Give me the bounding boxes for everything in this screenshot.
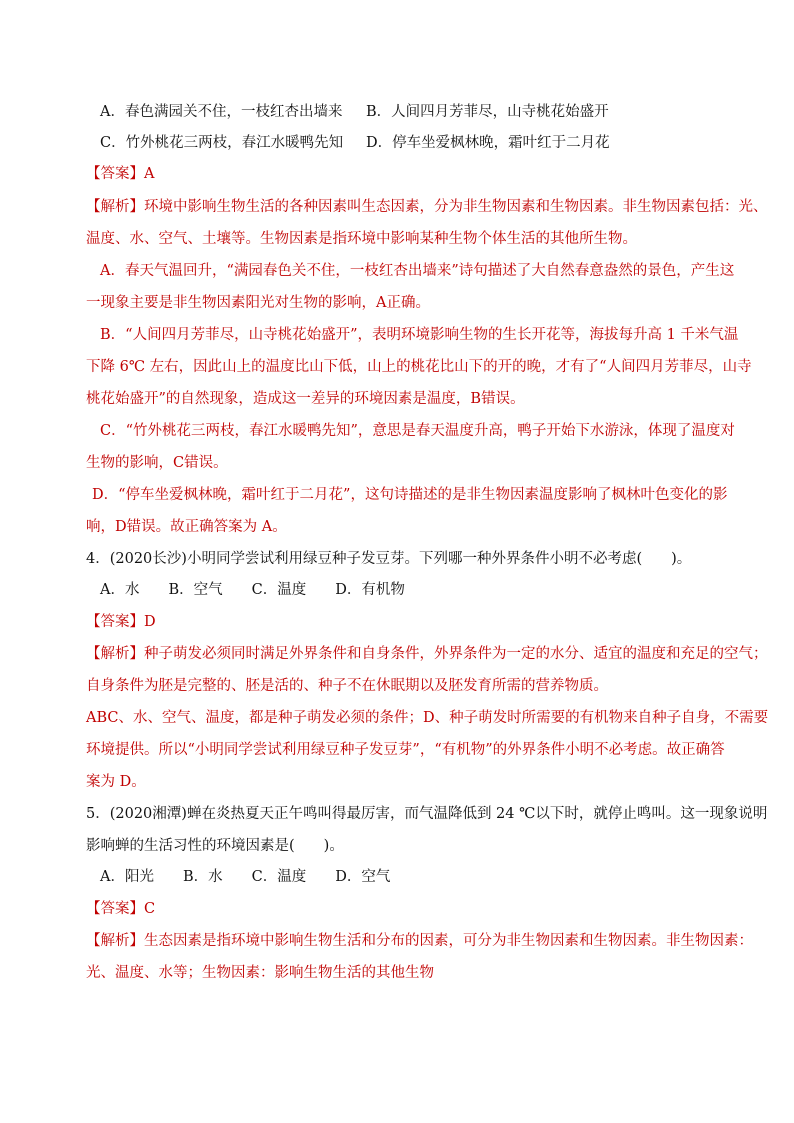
q4-stem: 4．(2020长沙)小明同学尝试利用绿豆种子发豆芽。下列哪一种外界条件小明不必考虑( )。 (86, 551, 692, 567)
q3-analysis-line: 响，D错误。故正确答案为 A。 (86, 519, 287, 535)
answer-value: A (144, 166, 155, 182)
q3-analysis-line: 生物的影响，C错误。 (86, 455, 228, 471)
q3-analysis-line: C．“竹外桃花三两枝，春江水暖鸭先知”，意思是春天温度升高，鸭子开始下水游泳，体现了温度对 (100, 423, 735, 439)
q4-analysis-line: 环境提供。所以“小明同学尝试利用绿豆种子发豆芽”，“有机物”的外界条件小明不必考虑。故正确答 (86, 742, 725, 758)
q5-analysis-line: 【解析】生态因素是指环境中影响生物生活和分布的因素，可分为非生物因素和生物因素。非生物因素： (86, 933, 753, 949)
answer-value: D (144, 614, 156, 630)
q3-analysis-line: 桃花始盛开”的自然现象，造成这一差异的环境因素是温度，B错误。 (86, 391, 525, 407)
q3-analysis-line: 温度、水、空气、土壤等。生物因素是指环境中影响某种生物个体生活的其他所生物。 (86, 231, 637, 247)
q3-analysis-line: 下降 6℃ 左右，因此山上的温度比山下低，山上的桃花比山下的开的晚，才有了“人间四月芳菲尽，山寺 (86, 359, 752, 375)
q3-option-c: C．竹外桃花三两枝，春江水暖鸭先知 (100, 135, 344, 151)
q5-analysis-line: 光、温度、水等；生物因素：影响生物生活的其他生物 (86, 965, 434, 981)
answer-tag: 【答案】 (86, 614, 144, 630)
q4-analysis-line: 自身条件为胚是完整的、胚是活的、种子不在休眠期以及胚发育所需的营养物质。 (86, 678, 608, 694)
analysis-tag: 【解析】 (86, 933, 144, 949)
q3-analysis-line: D．“停车坐爱枫林晚，霜叶红于二月花”，这句诗描述的是非生物因素温度影响了枫林叶色变化的影 (92, 487, 728, 503)
answer-tag: 【答案】 (86, 166, 144, 182)
q4-analysis-line: ABC、水、空气、温度，都是种子萌发必须的条件；D、种子萌发时所需要的有机物来自种子自身，不需要 (86, 710, 769, 726)
q4-analysis-line: 【解析】种子萌发必须同时满足外界条件和自身条件，外界条件为一定的水分、适宜的温度和充足的空气； (86, 646, 768, 662)
q5-options: A．阳光 B．水 C．温度 D．空气 (100, 869, 391, 885)
q3-options-row-2 (100, 133, 698, 153)
q5-stem-line: 5．(2020湘潭)蝉在炎热夏天正午鸣叫得最厉害，而气温降低到 24 ℃以下时，就停止鸣叫。这一现象说明 (86, 806, 768, 822)
q3-analysis-line: 【解析】环境中影响生物生活的各种因素叫生态因素，分为非生物因素和生物因素。非生物因素包括：光、 (86, 199, 768, 215)
q4-analysis-line: 案为 D。 (86, 774, 146, 790)
analysis-tag: 【解析】 (86, 199, 144, 215)
q3-options-row-1 (100, 102, 698, 122)
q3-analysis-line: 一现象主要是非生物因素阳光对生物的影响，A正确。 (86, 295, 430, 311)
q3-option-d: D．停车坐爱枫林晚，霜叶红于二月花 (366, 135, 610, 151)
q3-option-b: B．人间四月芳菲尽，山寺桃花始盛开 (366, 104, 609, 120)
q4-options: A．水 B．空气 C．温度 D．有机物 (100, 582, 405, 598)
q5-stem-line: 影响蝉的生活习性的环境因素是( )。 (86, 838, 344, 854)
answer-value: C (144, 901, 156, 917)
analysis-tag: 【解析】 (86, 646, 144, 662)
q3-option-a: A．春色满园关不住，一枝红杏出墙来 (100, 104, 343, 120)
q3-analysis-line: B．“人间四月芳菲尽，山寺桃花始盛开”，表明环境影响生物的生长开花等，海拔每升高 1 千米气温 (100, 327, 739, 343)
q3-analysis-line: A．春天气温回升，“满园春色关不住，一枝红杏出墙来”诗句描述了大自然春意盎然的景色，产生这 (100, 263, 735, 279)
answer-tag: 【答案】 (86, 901, 144, 917)
q5-answer (86, 899, 698, 919)
q4-answer (86, 612, 698, 632)
q3-answer (86, 164, 698, 184)
